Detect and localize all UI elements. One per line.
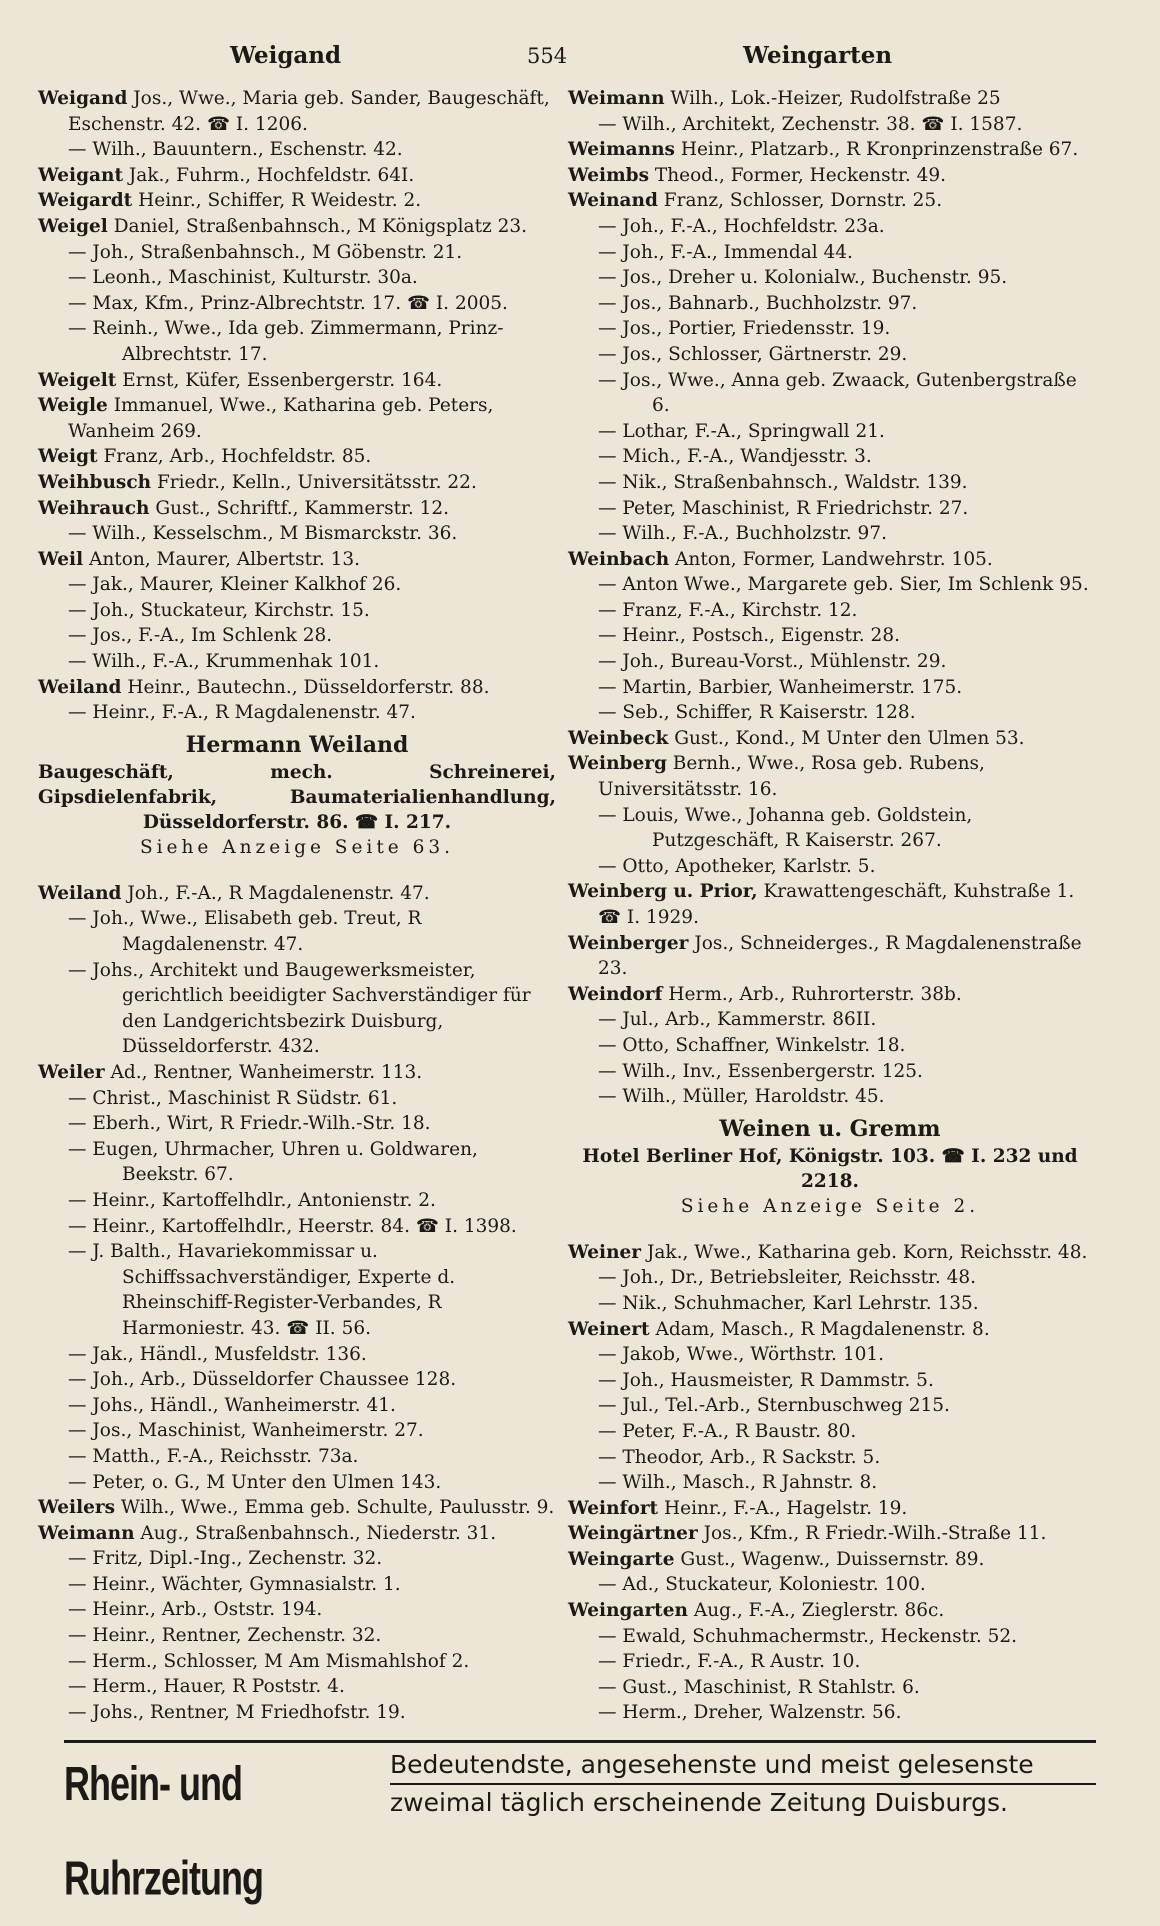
entry-details: Jak., Händl., Musfeldstr. 136. <box>92 1343 367 1365</box>
directory-entry <box>568 879 1092 930</box>
entry-details: Theodor, Arb., R Sackstr. 5. <box>622 1446 881 1468</box>
entry-details: Heinr., Postsch., Eigenstr. 28. <box>622 625 900 647</box>
directory-entry <box>568 1649 1092 1675</box>
entry-details: Louis, Wwe., Johanna geb. Goldstein, Putzgeschäft, R Kaiserstr. 267. <box>622 804 973 852</box>
entry-surname: Weigardt <box>38 190 133 212</box>
entry-details: Ewald, Schuhmachermstr., Heckenstr. 52. <box>622 1625 1018 1647</box>
entry-details: Peter, o. G., M Unter den Ulmen 143. <box>92 1471 442 1493</box>
directory-entry <box>568 700 1092 726</box>
directory-entry <box>568 368 1092 419</box>
directory-entry <box>38 1367 556 1393</box>
directory-entry <box>38 1495 556 1521</box>
directory-entry <box>38 906 556 957</box>
advert-see-page: Siehe Anzeige Seite 2. <box>680 1195 980 1217</box>
entry-details: Joh., F.-A., Immendal 44. <box>622 241 853 263</box>
directory-entry <box>568 1547 1092 1573</box>
entry-details: Joh., F.-A., Hochfeldstr. 23a. <box>622 215 885 237</box>
entry-surname: Weimbs <box>568 164 649 186</box>
directory-entry <box>38 496 556 522</box>
directory-entry <box>38 521 556 547</box>
directory-entry <box>568 1240 1092 1266</box>
entry-details: Jos., Bahnarb., Buchholzstr. 97. <box>622 292 918 314</box>
directory-entry <box>38 188 556 214</box>
directory-entry <box>568 419 1092 445</box>
entry-details: Heinr., Kartoffelhdlr., Heerstr. 84. ☎ I. 1398. <box>92 1215 517 1237</box>
entry-details: Seb., Schiffer, R Kaiserstr. 128. <box>622 702 916 724</box>
directory-entry <box>568 1265 1092 1291</box>
entry-surname: Weimann <box>38 1522 135 1544</box>
entry-details: Franz, Arb., Hochfeldstr. 85. <box>103 446 372 468</box>
entry-details: Adam, Masch., R Magdalenenstr. 8. <box>655 1318 990 1340</box>
directory-entry <box>38 163 556 189</box>
entry-details: Leonh., Maschinist, Kulturstr. 30a. <box>92 267 418 289</box>
directory-entry <box>568 572 1092 598</box>
directory-entry <box>568 854 1092 880</box>
entry-details: Otto, Schaffner, Winkelstr. 18. <box>622 1034 906 1056</box>
directory-entry <box>568 1675 1092 1701</box>
directory-entry <box>38 1214 556 1240</box>
entry-surname: Weiland <box>38 882 122 904</box>
entry-details: Jos., F.-A., Im Schlenk 28. <box>92 625 333 647</box>
entry-surname: Weinand <box>568 190 658 212</box>
directory-entry <box>38 1649 556 1675</box>
entry-surname: Weindorf <box>568 983 663 1005</box>
entry-surname: Weingarten <box>568 1600 688 1622</box>
entry-details: Franz, F.-A., Kirchstr. 12. <box>622 599 858 621</box>
entry-details: Jos., Maschinist, Wanheimerstr. 27. <box>92 1420 424 1442</box>
directory-entry <box>568 1393 1092 1419</box>
directory-entry <box>38 444 556 470</box>
directory-entry <box>38 470 556 496</box>
directory-entry <box>38 700 556 726</box>
entry-details: Jos., Schlosser, Gärtnerstr. 29. <box>622 343 908 365</box>
entry-details: Eugen, Uhrmacher, Uhren u. Goldwaren, Beekstr. 67. <box>92 1138 478 1186</box>
running-header-right: Weingarten <box>743 42 893 69</box>
directory-entry <box>568 1342 1092 1368</box>
entry-details: Bernh., Wwe., Rosa geb. Rubens, Universitätsstr. 16. <box>598 753 985 801</box>
directory-entry <box>38 881 556 907</box>
entry-details: Heinr., F.-A., R Magdalenenstr. 47. <box>92 702 416 724</box>
directory-entry <box>568 470 1092 496</box>
directory-entry <box>568 1572 1092 1598</box>
entry-details: Max, Kfm., Prinz-Albrechtstr. 17. ☎ I. 2005. <box>92 292 508 314</box>
directory-entry <box>568 623 1092 649</box>
entry-surname: Weimanns <box>568 139 675 161</box>
directory-entry <box>568 982 1092 1008</box>
directory-entry <box>568 240 1092 266</box>
entry-details: Peter, Maschinist, R Friedrichstr. 27. <box>622 497 969 519</box>
advert-line-2: zweimal täglich erscheinende Zeitung Duisburgs. <box>390 1788 1008 1817</box>
directory-entry <box>568 803 1092 854</box>
directory-entry <box>38 958 556 1060</box>
directory-entry <box>38 137 556 163</box>
directory-entry <box>568 1033 1092 1059</box>
entry-details: Ad., Rentner, Wanheimerstr. 113. <box>110 1062 423 1083</box>
directory-entry <box>568 496 1092 522</box>
entry-details: Jul., Tel.-Arb., Sternbuschweg 215. <box>622 1395 950 1417</box>
entry-details: Wilh., Kesselschm., M Bismarckstr. 36. <box>92 523 458 545</box>
directory-entry <box>568 598 1092 624</box>
entry-details: Franz, Schlosser, Dornstr. 25. <box>663 190 943 212</box>
entry-details: Jos., Kfm., R Friedr.-Wilh.-Straße 11. <box>703 1523 1047 1545</box>
entry-details: Nik., Straßenbahnsch., Waldstr. 139. <box>622 471 968 493</box>
directory-entry <box>38 1137 556 1188</box>
entry-details: Anton Wwe., Margarete geb. Sier, Im Schlenk 95. <box>622 574 1089 596</box>
directory-entry <box>38 1674 556 1700</box>
directory-entry <box>38 1572 556 1598</box>
entry-details: Matth., F.-A., Reichsstr. 73a. <box>92 1445 359 1467</box>
entry-details: Joh., F.-A., R Magdalenenstr. 47. <box>127 882 430 904</box>
entry-details: Joh., Dr., Betriebsleiter, Reichsstr. 48. <box>622 1267 977 1289</box>
page-number: 554 <box>527 44 568 68</box>
entry-surname: Weigelt <box>38 369 117 391</box>
entry-details: Herm., Hauer, R Poststr. 4. <box>92 1676 345 1698</box>
entry-surname: Weigant <box>38 164 123 186</box>
directory-entry <box>568 1445 1092 1471</box>
entry-details: Joh., Stuckateur, Kirchstr. 15. <box>92 599 370 621</box>
entry-details: Jak., Maurer, Kleiner Kalkhof 26. <box>92 574 402 596</box>
entry-details: Jakob, Wwe., Wörthstr. 101. <box>622 1344 885 1366</box>
entry-details: Peter, F.-A., R Baustr. 80. <box>622 1420 857 1442</box>
entry-surname: Weihbusch <box>38 471 152 493</box>
directory-entry <box>38 240 556 266</box>
entry-details: Joh., Straßenbahnsch., M Göbenstr. 21. <box>92 241 463 263</box>
directory-entry <box>38 1521 556 1547</box>
entry-details: Wilh., F.-A., Krummenhak 101. <box>92 651 380 673</box>
entry-details: Heinr., F.-A., Hagelstr. 19. <box>664 1497 908 1519</box>
directory-entry <box>38 1623 556 1649</box>
entry-surname: Weinberger <box>568 932 689 954</box>
directory-entry <box>568 1598 1092 1624</box>
directory-entry <box>38 547 556 573</box>
running-header-left: Weigand <box>230 42 342 69</box>
directory-entry <box>568 1521 1092 1547</box>
entry-details: Jos., Wwe., Anna geb. Zwaack, Gutenbergstraße 6. <box>622 369 1077 417</box>
directory-entry <box>568 112 1092 138</box>
directory-entry <box>38 649 556 675</box>
entry-details: Immanuel, Wwe., Katharina geb. Peters, Wanheim 269. <box>68 395 494 442</box>
newspaper-advertisement <box>64 1740 1096 1906</box>
directory-entry <box>568 1084 1092 1110</box>
directory-entry <box>38 368 556 394</box>
entry-details: Martin, Barbier, Wanheimerstr. 175. <box>622 676 963 698</box>
entry-surname: Weil <box>38 548 84 570</box>
entry-surname: Weingärtner <box>568 1523 698 1545</box>
entry-details: Heinr., Platzarb., R Kronprinzenstraße 67. <box>680 139 1079 161</box>
spacer <box>568 1228 1092 1240</box>
entry-details: Gust., Maschinist, R Stahlstr. 6. <box>622 1676 920 1698</box>
advert-body: Hotel Berliner Hof, Königstr. 103. ☎ I. 232 und 2218. <box>582 1145 1078 1192</box>
advert-line-1: Bedeutendste, angesehenste und meist gelesenste <box>390 1747 1096 1785</box>
directory-entry <box>38 1546 556 1572</box>
entry-surname: Weinbach <box>568 548 670 570</box>
directory-entry <box>568 1007 1092 1033</box>
entry-details: Wilh., Architekt, Zechenstr. 38. ☎ I. 1587. <box>622 113 1023 135</box>
entry-details: Joh., Wwe., Elisabeth geb. Treut, R Magdalenenstr. 47. <box>92 908 422 956</box>
directory-entry <box>38 1597 556 1623</box>
entry-details: Anton, Former, Landwehrstr. 105. <box>675 548 993 570</box>
entry-details: Johs., Architekt und Baugewerksmeister, gerichtlich beeidigter Sachverständiger für den Landgerichtsbezirk Duisburg, Düsseldorferstr. 432. <box>92 959 531 1058</box>
directory-entry <box>38 393 556 444</box>
directory-entry <box>568 1419 1092 1445</box>
entry-details: Heinr., Bautechn., Düsseldorferstr. 88. <box>127 676 490 698</box>
entry-details: Jos., Portier, Friedensstr. 19. <box>622 318 891 340</box>
directory-entry <box>38 1239 556 1341</box>
entry-details: Jak., Fuhrm., Hochfeldstr. 64I. <box>128 164 415 186</box>
entry-details: Mich., F.-A., Wandjesstr. 3. <box>622 446 872 468</box>
directory-entry <box>568 188 1092 214</box>
entry-details: Ernst, Küfer, Essenbergerstr. 164. <box>122 369 443 391</box>
entry-details: Joh., Arb., Düsseldorfer Chaussee 128. <box>92 1369 457 1391</box>
directory-entry <box>38 675 556 701</box>
directory-entry <box>568 1059 1092 1085</box>
entry-surname: Weinbeck <box>568 727 669 749</box>
entry-details: Nik., Schuhmacher, Karl Lehrstr. 135. <box>622 1292 979 1314</box>
entry-details: Johs., Händl., Wanheimerstr. 41. <box>92 1394 396 1416</box>
entry-details: Wilh., Müller, Haroldstr. 45. <box>622 1086 885 1108</box>
directory-entry <box>568 751 1092 802</box>
directory-entry <box>568 342 1092 368</box>
entry-details: Theod., Former, Heckenstr. 49. <box>654 164 947 186</box>
entry-surname: Weimann <box>568 88 665 109</box>
directory-entry <box>38 291 556 317</box>
entry-details: Christ., Maschinist R Südstr. 61. <box>92 1087 398 1109</box>
entry-surname: Weiler <box>38 1062 105 1083</box>
entry-surname: Weinberg u. Prior, <box>568 881 758 903</box>
entry-details: Daniel, Straßenbahnsch., M Königsplatz 23. <box>113 215 528 237</box>
entry-details: Wilh., Lok.-Heizer, Rudolfstraße 25 <box>670 88 1001 109</box>
directory-entry <box>568 1368 1092 1394</box>
entry-details: Heinr., Rentner, Zechenstr. 32. <box>92 1625 382 1647</box>
entry-details: Johs., Rentner, M Friedhofstr. 19. <box>92 1701 406 1723</box>
directory-entry <box>568 1624 1092 1650</box>
entry-details: Joh., Hausmeister, R Dammstr. 5. <box>622 1369 934 1391</box>
directory-entry <box>38 1060 556 1086</box>
entry-details: Jul., Arb., Kammerstr. 86II. <box>622 1009 877 1031</box>
directory-entry <box>38 86 556 137</box>
entry-details: Aug., Straßenbahnsch., Niederstr. 31. <box>140 1522 497 1544</box>
entry-surname: Weigel <box>38 215 108 237</box>
entry-details: Herm., Schlosser, M Am Mismahlshof 2. <box>92 1650 470 1672</box>
directory-entry <box>568 931 1092 982</box>
entry-surname: Weinfort <box>568 1497 659 1519</box>
directory-entry <box>568 265 1092 291</box>
entry-details: Jos., Wwe., Maria geb. Sander, Baugeschäft, Eschenstr. 42. ☎ I. 1206. <box>68 88 550 135</box>
entry-details: Anton, Maurer, Albertstr. 13. <box>88 548 361 570</box>
directory-entry <box>38 1188 556 1214</box>
entry-details: Jos., Schneiderges., R Magdalenenstraße 23. <box>598 932 1082 980</box>
entry-surname: Weigle <box>38 395 108 417</box>
directory-entry <box>38 623 556 649</box>
directory-entry <box>568 547 1092 573</box>
directory-entry <box>568 163 1092 189</box>
directory-entry <box>38 1418 556 1444</box>
directory-entry <box>568 1700 1092 1726</box>
directory-entry <box>568 1496 1092 1522</box>
entry-surname: Weiner <box>568 1241 642 1263</box>
entry-details: Wilh., Inv., Essenbergerstr. 125. <box>622 1060 923 1082</box>
directory-entry <box>568 649 1092 675</box>
directory-entry <box>38 214 556 240</box>
entry-details: Wilh., Masch., R Jahnstr. 8. <box>622 1472 878 1494</box>
directory-entry <box>38 1444 556 1470</box>
entry-details: Aug., F.-A., Zieglerstr. 86c. <box>693 1600 945 1622</box>
directory-entry <box>38 1086 556 1112</box>
entry-details: Otto, Apotheker, Karlstr. 5. <box>622 855 876 877</box>
directory-entry <box>38 316 556 367</box>
directory-entry <box>568 137 1092 163</box>
entry-details: Heinr., Kartoffelhdlr., Antonienstr. 2. <box>92 1189 436 1211</box>
entry-details: Heinr., Wächter, Gymnasialstr. 1. <box>92 1573 401 1595</box>
newspaper-brand: Rhein- und Ruhrzeitung <box>64 1755 263 1906</box>
entry-details: Joh., Bureau-Vorst., Mühlenstr. 29. <box>622 651 947 673</box>
entry-details: Gust., Schriftf., Kammerstr. 12. <box>155 497 450 519</box>
entry-surname: Weingarte <box>568 1548 675 1570</box>
entry-details: Krawattengeschäft, Kuhstraße 1. ☎ I. 1929. <box>598 881 1075 928</box>
directory-entry <box>568 291 1092 317</box>
entry-details: Jak., Wwe., Katharina geb. Korn, Reichsstr. 48. <box>646 1241 1088 1263</box>
directory-entry <box>568 675 1092 701</box>
entry-details: Wilh., F.-A., Buchholzstr. 97. <box>622 523 887 545</box>
directory-entry <box>568 86 1092 112</box>
entry-surname: Weihrauch <box>38 497 150 519</box>
directory-entry <box>38 598 556 624</box>
directory-entry <box>568 1317 1092 1343</box>
entry-surname: Weilers <box>38 1497 116 1519</box>
directory-entry <box>38 1342 556 1368</box>
entry-details: Fritz, Dipl.-Ing., Zechenstr. 32. <box>92 1548 383 1570</box>
directory-entry <box>568 1470 1092 1496</box>
entry-details: Gust., Wagenw., Duissernstr. 89. <box>680 1548 985 1570</box>
directory-entry <box>38 1111 556 1137</box>
display-advert <box>38 730 556 861</box>
entry-details: Friedr., Kelln., Universitätsstr. 22. <box>156 471 477 493</box>
directory-entry <box>38 1393 556 1419</box>
entry-details: Heinr., Schiffer, R Weidestr. 2. <box>138 190 422 212</box>
entry-details: Herm., Arb., Ruhrorterstr. 38b. <box>668 983 962 1005</box>
entry-surname: Weigt <box>38 446 98 468</box>
directory-entry <box>568 444 1092 470</box>
directory-entry <box>568 1291 1092 1317</box>
directory-entry <box>38 265 556 291</box>
entry-surname: Weiland <box>38 676 122 698</box>
directory-entry <box>568 214 1092 240</box>
directory-entry <box>568 316 1092 342</box>
entry-details: Reinh., Wwe., Ida geb. Zimmermann, Prinz-Albrechtstr. 17. <box>92 318 504 365</box>
entry-details: Heinr., Arb., Oststr. 194. <box>92 1599 323 1621</box>
display-advert <box>568 1114 1092 1220</box>
entry-details: Jos., Dreher u. Kolonialw., Buchenstr. 95. <box>622 267 1008 289</box>
left-column <box>38 86 556 1725</box>
entry-surname: Weinberg <box>568 753 667 775</box>
right-column <box>568 86 1092 1726</box>
entry-details: Lothar, F.-A., Springwall 21. <box>622 420 885 442</box>
entry-details: Eberh., Wirt, R Friedr.-Wilh.-Str. 18. <box>92 1113 431 1135</box>
entry-details: Gust., Kond., M Unter den Ulmen 53. <box>674 727 1025 749</box>
directory-entry <box>38 572 556 598</box>
directory-entry <box>568 521 1092 547</box>
entry-surname: Weinert <box>568 1318 650 1340</box>
entry-details: J. Balth., Havariekommissar u. Schiffssachverständiger, Experte d. Rheinschiff-Register-Verbandes, R Harmoniestr. 43. ☎ II. 56. <box>92 1241 456 1339</box>
directory-entry <box>568 726 1092 752</box>
directory-entry <box>38 1700 556 1726</box>
entry-details: Wilh., Bauuntern., Eschenstr. 42. <box>92 139 403 161</box>
advert-see-page: Siehe Anzeige Seite 63. <box>139 836 455 858</box>
directory-entry <box>38 1470 556 1496</box>
entry-details: Wilh., Wwe., Emma geb. Schulte, Paulusstr. 9. <box>120 1497 555 1519</box>
entry-surname: Weigand <box>38 88 128 109</box>
entry-details: Herm., Dreher, Walzenstr. 56. <box>622 1702 902 1724</box>
advert-body: Baugeschäft, mech. Schreinerei, Gipsdielenfabrik, Baumaterialienhandlung, Düsseldorferstr. 86. ☎ I. 217. <box>38 761 556 833</box>
spacer <box>38 869 556 881</box>
advert-title: Hermann Weiland <box>185 731 409 758</box>
advert-title: Weinen u. Gremm <box>719 1115 941 1142</box>
entry-details: Friedr., F.-A., R Austr. 10. <box>622 1651 861 1673</box>
entry-details: Ad., Stuckateur, Koloniestr. 100. <box>622 1574 926 1596</box>
